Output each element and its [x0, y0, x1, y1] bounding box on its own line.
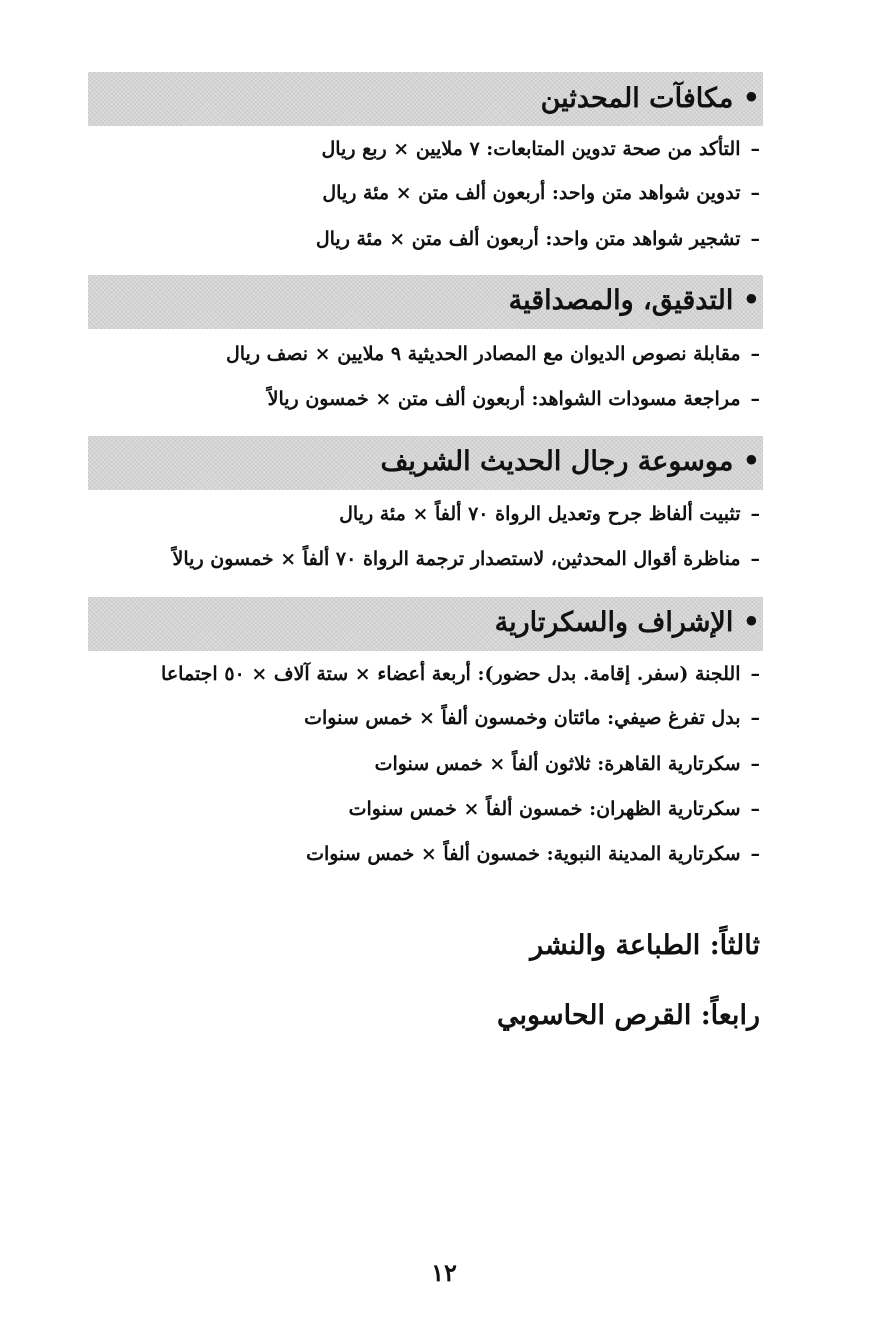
list-item: –مقابلة نصوص الديوان مع المصادر الحديثية ٩ ملايين × نصف ريال	[225, 343, 760, 365]
list-item: –سكرتارية الظهران: خمسون ألفاً × خمس سنوات	[348, 798, 760, 820]
section-heading: • موسوعة رجال الحديث الشريف	[380, 446, 760, 477]
list-item: –تدوين شواهد متن واحد: أربعون ألف متن × مئة ريال	[322, 182, 760, 204]
section-heading: • الإشراف والسكرتارية	[494, 607, 760, 638]
section-heading: • مكافآت المحدثين	[540, 83, 760, 114]
list-item: –سكرتارية المدينة النبوية: خمسون ألفاً × خمس سنوات	[306, 843, 760, 865]
list-item: –تشجير شواهد متن واحد: أربعون ألف متن × مئة ريال	[315, 228, 760, 250]
section-title-fourth: رابعاً: القرص الحاسوبي	[497, 1000, 760, 1031]
list-item: –مراجعة مسودات الشواهد: أربعون ألف متن × خمسون ريالاً	[267, 388, 760, 410]
list-item: –اللجنة (سفر. إقامة. بدل حضور): أربعة أعضاء × ستة آلاف × ٥٠ اجتماعا	[161, 663, 760, 685]
list-item: –التأكد من صحة تدوين المتابعات: ٧ ملايين × ربع ريال	[321, 138, 760, 160]
page-number: ١٢	[431, 1258, 457, 1287]
section-heading: • التدقيق، والمصداقية	[508, 285, 760, 316]
list-item: –مناظرة أقوال المحدثين، لاستصدار ترجمة الرواة ٧٠ ألفاً × خمسون ريالاً	[172, 548, 760, 570]
section-title-third: ثالثاً: الطباعة والنشر	[530, 930, 760, 961]
list-item: –سكرتارية القاهرة: ثلاثون ألفاً × خمس سنوات	[374, 753, 760, 775]
list-item: –تثبيت ألفاظ جرح وتعديل الرواة ٧٠ ألفاً × مئة ريال	[339, 503, 760, 525]
list-item: –بدل تفرغ صيفي: مائتان وخمسون ألفاً × خمس سنوات	[304, 707, 760, 729]
